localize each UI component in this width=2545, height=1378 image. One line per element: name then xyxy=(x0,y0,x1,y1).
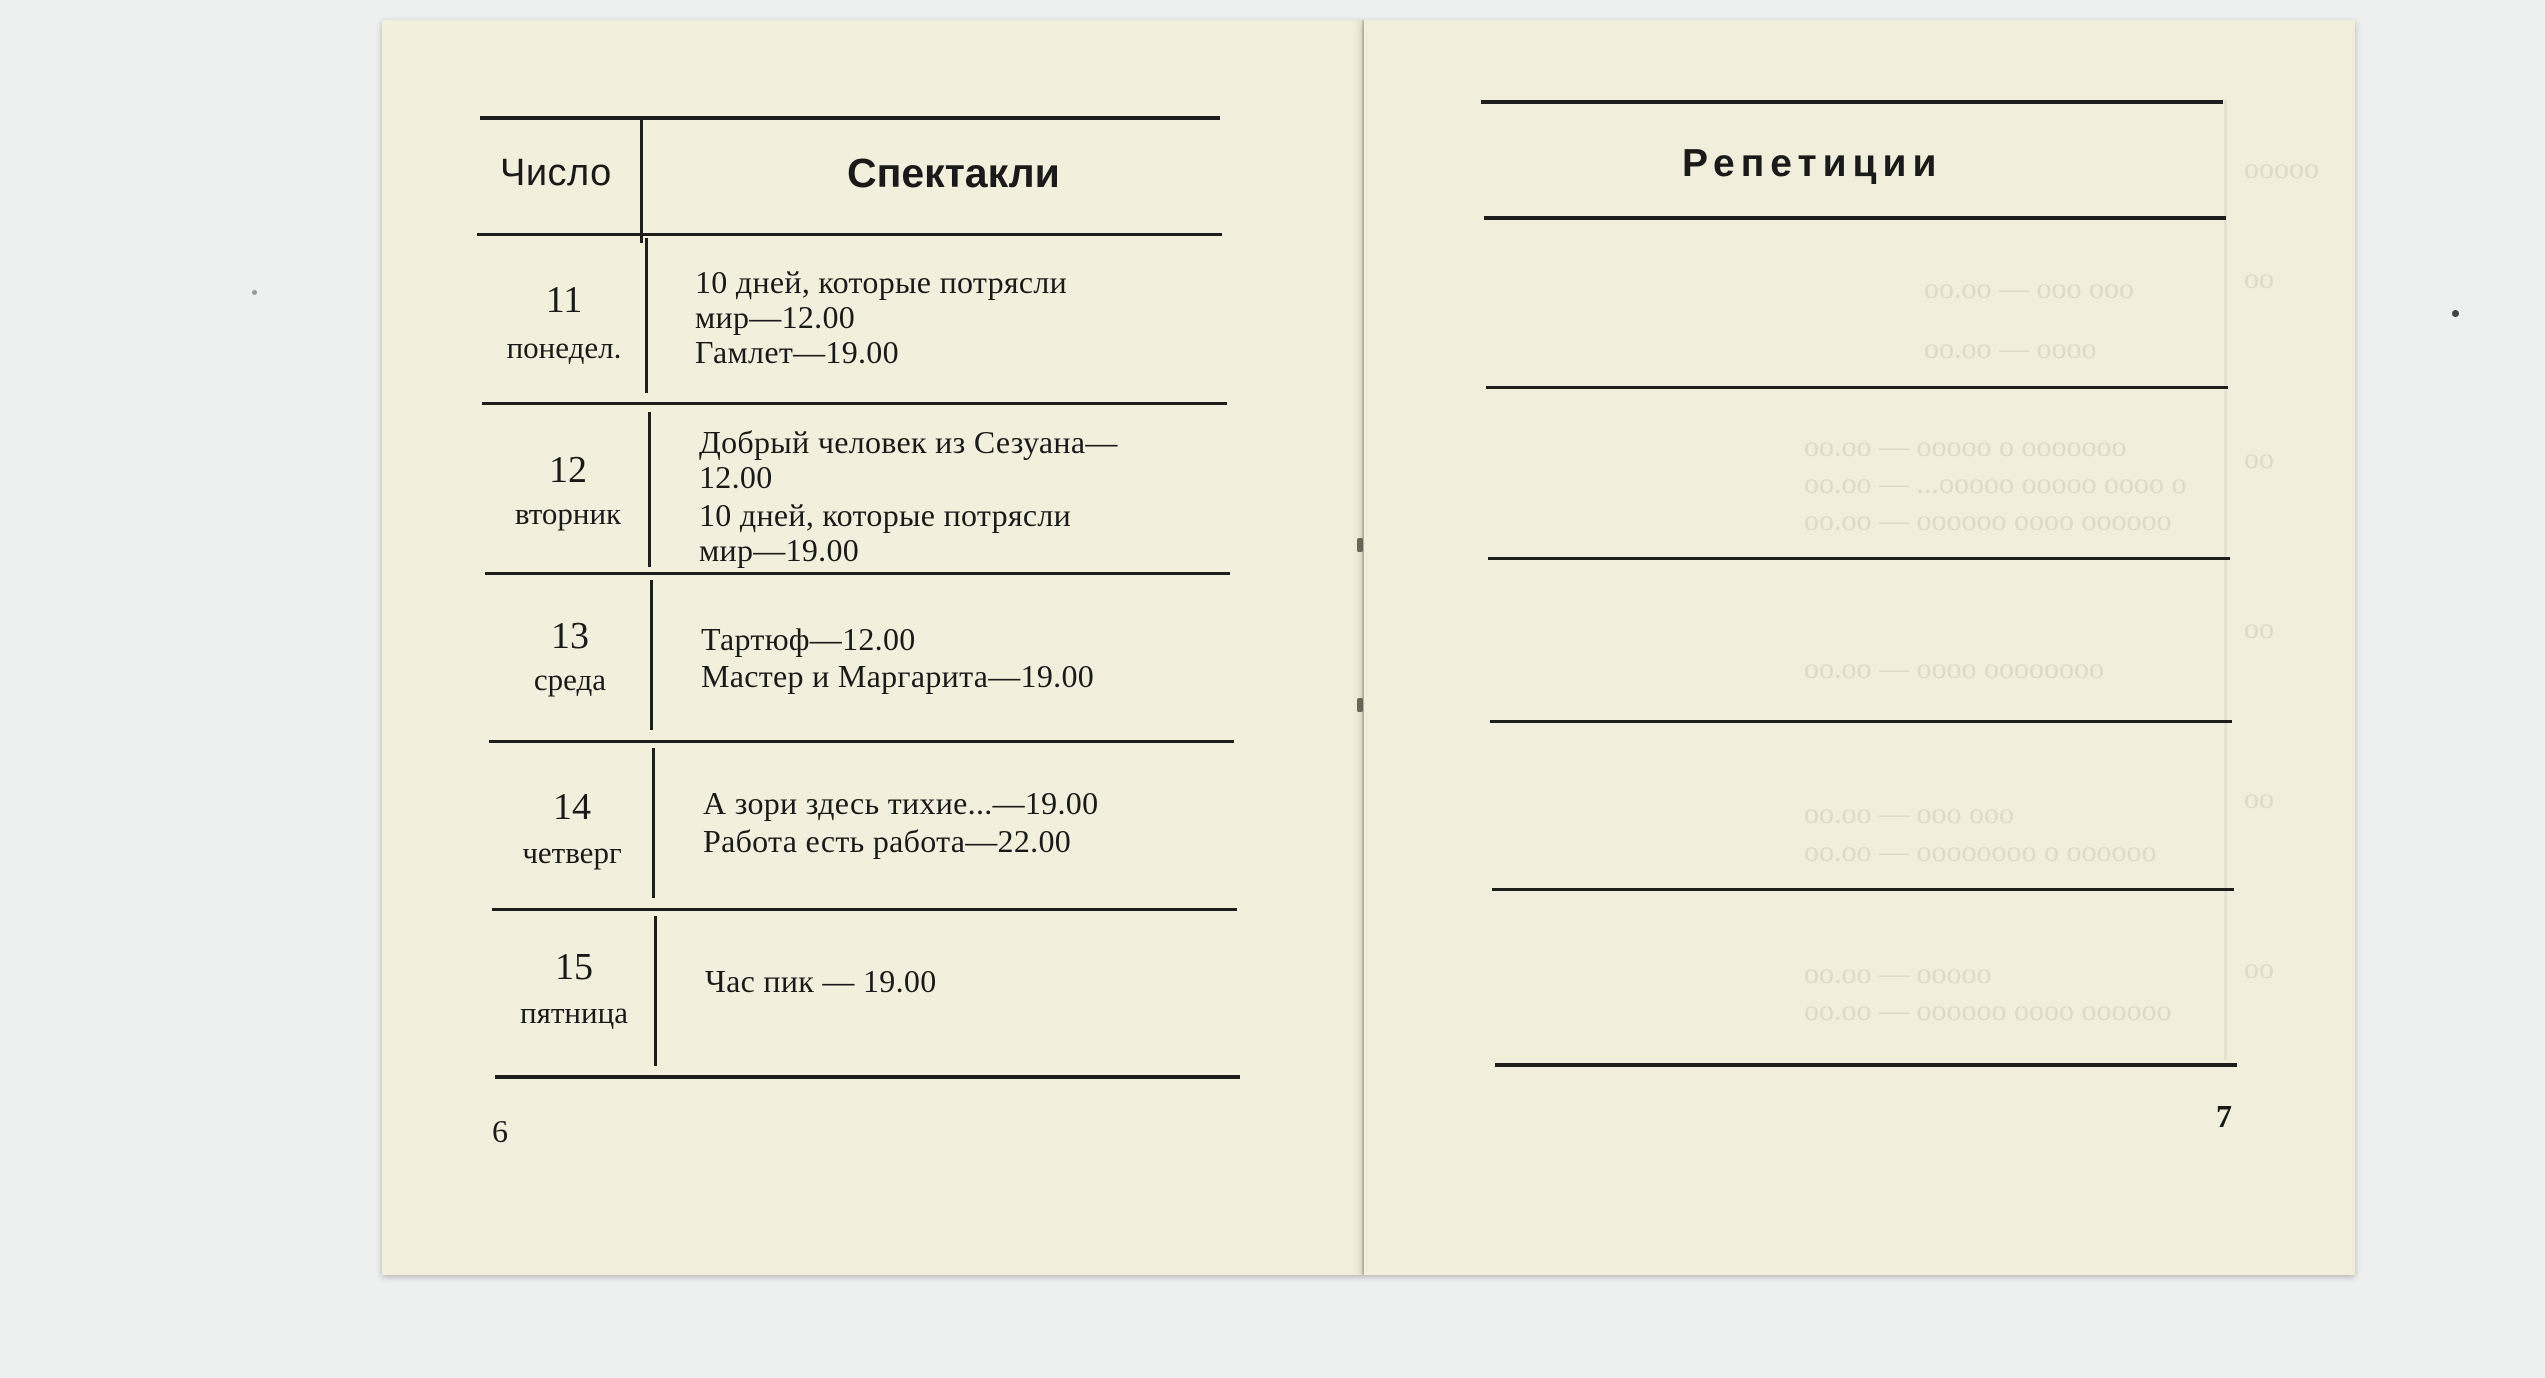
weekday: среда xyxy=(533,662,607,697)
row-rule xyxy=(1492,888,2234,891)
table-bottom-rule xyxy=(1495,1063,2237,1067)
performance-line: мир—12.00 xyxy=(695,299,856,335)
table-bottom-rule xyxy=(495,1075,1240,1079)
show-through-text: ooooooo o ooooo — oo.oo xyxy=(1804,430,2127,463)
show-through-text: oooo — oo.oo xyxy=(1924,332,2097,365)
show-through-text: oo xyxy=(2244,612,2274,645)
table-top-rule xyxy=(1481,100,2223,104)
row-divider xyxy=(652,748,655,898)
row-rule xyxy=(1488,557,2230,560)
staple xyxy=(1357,698,1363,712)
performance-line: 10 дней, которые потрясли xyxy=(699,497,1072,533)
paper-speck xyxy=(2452,310,2459,317)
paper-speck xyxy=(252,290,257,295)
table-top-rule xyxy=(480,116,1220,120)
performance-line: Добрый человек из Сезуана— xyxy=(699,424,1118,460)
day-number: 12 xyxy=(549,449,587,491)
show-through-text: oo xyxy=(2244,952,2274,985)
show-through-text: oo xyxy=(2244,262,2274,295)
weekday: четверг xyxy=(522,835,622,870)
row-divider xyxy=(645,238,648,393)
row-rule xyxy=(1486,386,2228,389)
show-through-text: ooo ooo — oo.oo xyxy=(1804,797,2014,830)
show-through-divider xyxy=(2224,100,2227,1060)
show-through-text: oooooo oooo oooooo — oo.oo xyxy=(1804,994,2172,1027)
left-page xyxy=(382,20,1364,1275)
page-number-left: 6 xyxy=(492,1113,508,1149)
performance-line: Гамлет—19.00 xyxy=(695,334,899,370)
performance-line: Тартюф—12.00 xyxy=(701,621,916,657)
show-through-text: oooooo o oooooooo — oo.oo xyxy=(1804,835,2157,868)
show-through-text: oooooo oooo oooooo — oo.oo xyxy=(1804,504,2172,537)
page-number-right: 7 xyxy=(2216,1098,2232,1134)
day-number: 14 xyxy=(553,786,591,828)
performance-line: 10 дней, которые потрясли xyxy=(695,264,1068,300)
performance-line: А зори здесь тихие...—19.00 xyxy=(703,785,1099,821)
weekday: понедел. xyxy=(506,330,622,365)
show-through-text: oooooooo oooo — oo.oo xyxy=(1804,652,2104,685)
header-divider xyxy=(640,120,643,243)
weekday: пятница xyxy=(520,995,628,1030)
column-header-rehearsals: Репетиции xyxy=(1682,142,1943,185)
header-bottom-rule xyxy=(1484,216,2226,220)
row-divider xyxy=(654,916,657,1066)
performance-line: Мастер и Маргарита—19.00 xyxy=(701,658,1095,694)
performance-line: 12.00 xyxy=(699,459,773,495)
day-number: 15 xyxy=(555,946,593,988)
show-through-text: oo xyxy=(2244,442,2274,475)
show-through-text: ooooo — oo.oo xyxy=(1804,957,1992,990)
row-rule xyxy=(492,908,1237,911)
row-rule xyxy=(1490,720,2232,723)
show-through-text: o oooo ooooo ooooo... — oo.oo xyxy=(1804,467,2187,500)
show-through-text: oo xyxy=(2244,782,2274,815)
performance-line: Работа есть работа—22.00 xyxy=(703,823,1072,859)
day-number: 11 xyxy=(545,279,583,321)
row-divider xyxy=(650,580,653,730)
performance-line: мир—19.00 xyxy=(699,532,860,568)
row-divider xyxy=(648,412,651,567)
show-through-text: ooooo xyxy=(2244,152,2319,185)
day-number: 13 xyxy=(551,615,589,657)
row-rule xyxy=(489,740,1234,743)
row-rule xyxy=(485,572,1230,575)
column-header-performances: Спектакли xyxy=(847,150,1060,196)
right-page xyxy=(1364,20,2355,1275)
weekday: вторник xyxy=(514,496,622,531)
staple xyxy=(1357,538,1363,552)
performance-line: Час пик — 19.00 xyxy=(705,963,937,999)
show-through-text: ooo ooo — oo.oo xyxy=(1924,272,2134,305)
booklet-spread xyxy=(382,20,2355,1275)
row-rule xyxy=(482,402,1227,405)
header-bottom-rule xyxy=(477,233,1222,236)
column-header-number: Число xyxy=(500,152,612,194)
